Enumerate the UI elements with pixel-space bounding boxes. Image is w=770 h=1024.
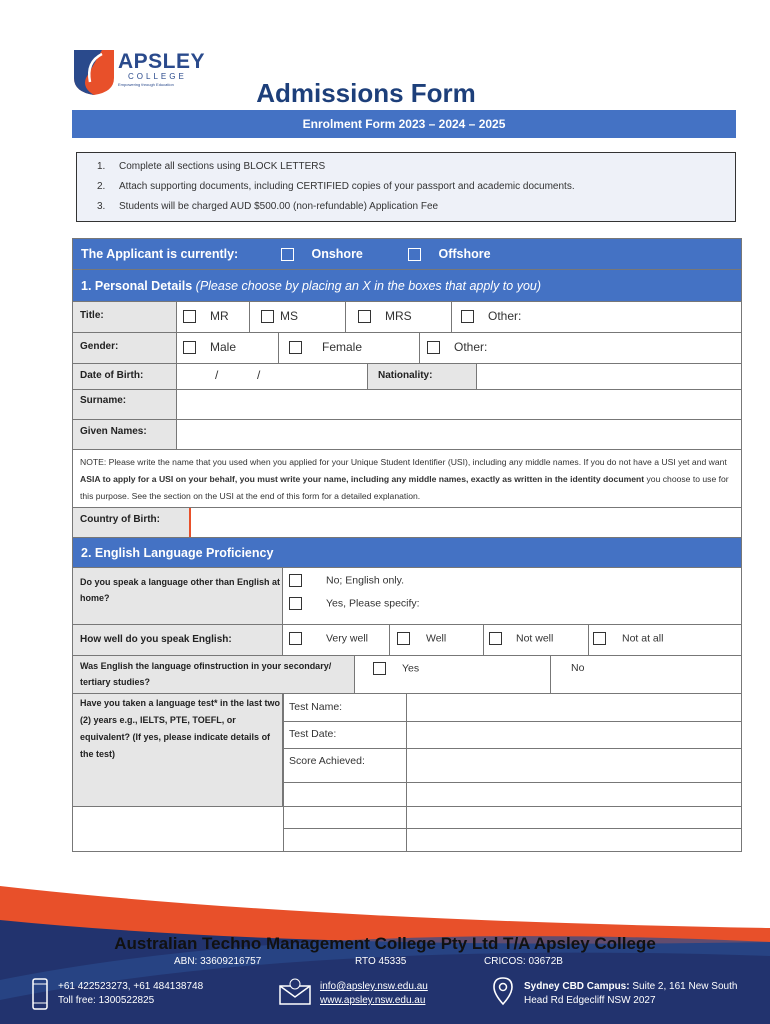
not-at-all-checkbox[interactable] xyxy=(593,632,606,645)
admissions-form xyxy=(72,238,742,852)
instruction-yes-checkbox[interactable] xyxy=(373,662,386,675)
other-language-label: Do you speak a language other than English at home? xyxy=(73,568,283,624)
country-of-birth-label: Country of Birth: xyxy=(73,508,191,537)
other-language-row xyxy=(72,568,742,625)
campus-address-line2: Head Rd Edgecliff NSW 2027 xyxy=(524,995,656,1006)
specify-language-checkbox[interactable] xyxy=(289,597,302,610)
gender-female-checkbox[interactable] xyxy=(289,341,302,354)
instruction-item: 3. Students will be charged AUD $500.00 (non-refundable) Application Fee xyxy=(97,201,439,212)
gender-label: Gender: xyxy=(73,333,177,363)
gender-option-other[interactable]: Other: xyxy=(427,340,487,354)
toll-free-number: Toll free: 1300522825 xyxy=(58,995,155,1006)
campus-address-line1: Suite 2, 161 New South xyxy=(632,981,738,992)
phone-icon xyxy=(32,978,48,1010)
nationality-label: Nationality: xyxy=(367,364,477,389)
instruction-item: 1. Complete all sections using BLOCK LETTERS xyxy=(97,161,326,172)
how-well-not-at-all[interactable]: Not at all xyxy=(593,632,663,645)
test-score-label: Score Achieved: xyxy=(289,755,365,767)
given-names-label: Given Names: xyxy=(73,420,177,449)
title-row xyxy=(72,302,742,333)
personal-details-heading: 1. Personal Details (Please choose by placing an X in the boxes that apply to you) xyxy=(72,270,742,302)
country-of-birth-input[interactable] xyxy=(191,508,741,537)
nationality-input[interactable] xyxy=(477,364,741,389)
surname-input[interactable] xyxy=(177,390,741,419)
other-language-no-option[interactable]: No; English only. xyxy=(289,574,404,587)
title-mr-checkbox[interactable] xyxy=(183,310,196,323)
title-option-mrs[interactable]: MRS xyxy=(358,309,412,323)
gender-other-checkbox[interactable] xyxy=(427,341,440,354)
title-other-checkbox[interactable] xyxy=(461,310,474,323)
surname-label: Surname: xyxy=(73,390,177,419)
title-ms-checkbox[interactable] xyxy=(261,310,274,323)
title-mrs-checkbox[interactable] xyxy=(358,310,371,323)
website-link[interactable]: www.apsley.nsw.edu.au xyxy=(320,995,426,1006)
given-names-input[interactable] xyxy=(177,420,741,449)
test-name-label: Test Name: xyxy=(289,701,343,713)
dob-input[interactable] xyxy=(177,364,367,389)
test-date-label: Test Date: xyxy=(289,728,337,740)
footer-rto: RTO 45335 xyxy=(355,956,407,967)
page-title: Admissions Form xyxy=(256,78,476,108)
very-well-checkbox[interactable] xyxy=(289,632,302,645)
footer-email-web xyxy=(320,980,428,1008)
dob-row xyxy=(72,364,742,390)
onshore-option[interactable]: Onshore xyxy=(281,247,363,261)
logo-sub: COLLEGE xyxy=(128,72,187,81)
instruction-language-label: Was English the language ofinstruction in your secondary/ tertiary studies? xyxy=(73,656,355,693)
how-well-not-well[interactable]: Not well xyxy=(489,632,553,645)
test-date-input[interactable] xyxy=(407,722,741,748)
not-well-checkbox[interactable] xyxy=(489,632,502,645)
logo-name: APSLEY xyxy=(118,50,206,73)
page-subtitle: Enrolment Form 2023 – 2024 – 2025 xyxy=(72,110,736,138)
country-of-birth-row xyxy=(72,508,742,538)
english-only-checkbox[interactable] xyxy=(289,574,302,587)
gender-row xyxy=(72,333,742,364)
offshore-checkbox[interactable] xyxy=(408,248,421,261)
instruction-no-option[interactable]: No xyxy=(571,662,585,674)
email-icon xyxy=(278,978,312,1006)
title-label: Title: xyxy=(73,302,177,332)
instructions-box xyxy=(76,152,736,222)
footer-cricos: CRICOS: 03672B xyxy=(484,956,563,967)
title-option-other[interactable]: Other: xyxy=(461,309,521,323)
applicant-status-row xyxy=(72,238,742,270)
location-pin-icon xyxy=(492,976,514,1008)
footer-abn: ABN: 33609216757 xyxy=(174,956,262,967)
gender-option-male[interactable]: Male xyxy=(183,340,236,354)
offshore-option[interactable]: Offshore xyxy=(408,247,491,261)
english-proficiency-heading: 2. English Language Proficiency xyxy=(72,538,742,568)
other-language-yes-option[interactable]: Yes, Please specify: xyxy=(289,597,420,610)
language-test-label: Have you taken a language test* in the last two (2) years e.g., IELTS, PTE, TOEFL, or equivalent? (If yes, please indicate details of the test) xyxy=(73,694,283,806)
instruction-language-row xyxy=(72,656,742,694)
usi-note: NOTE: Please write the name that you used when you applied for your Unique Student Identifier (USI), including any middle names. If you do not have a USI yet and want ASIA to apply for a USI on your behalf, you must write your name, including any middle names, exactly as written in the identity document you choose to use for this purpose. See the section on the USI at the end of this form for a detailed explanation. xyxy=(72,450,742,508)
instruction-yes-option[interactable]: Yes xyxy=(373,662,419,675)
email-link[interactable]: info@apsley.nsw.edu.au xyxy=(320,981,428,992)
how-well-well[interactable]: Well xyxy=(397,632,446,645)
dob-day-month-sep: / xyxy=(215,368,219,382)
footer-campus xyxy=(524,980,737,1008)
test-score-input[interactable] xyxy=(407,749,741,782)
well-checkbox[interactable] xyxy=(397,632,410,645)
language-test-row xyxy=(72,694,742,852)
given-names-row xyxy=(72,420,742,450)
phone-numbers: +61 422523273, +61 484138748 xyxy=(58,981,204,992)
campus-label: Sydney CBD Campus: xyxy=(524,981,630,992)
title-option-ms[interactable]: MS xyxy=(261,309,298,323)
applicant-status-label: The Applicant is currently: xyxy=(81,247,239,261)
footer-phones xyxy=(58,980,203,1008)
logo-tagline: Empowering through Education xyxy=(118,82,174,87)
gender-option-female[interactable]: Female xyxy=(289,340,362,354)
gender-male-checkbox[interactable] xyxy=(183,341,196,354)
how-well-label: How well do you speak English: xyxy=(73,625,283,655)
test-name-input[interactable] xyxy=(407,694,741,721)
onshore-checkbox[interactable] xyxy=(281,248,294,261)
dob-label: Date of Birth: xyxy=(73,364,177,389)
title-option-mr[interactable]: MR xyxy=(183,309,229,323)
dob-month-year-sep: / xyxy=(257,368,261,382)
how-well-row xyxy=(72,625,742,656)
surname-row xyxy=(72,390,742,420)
instruction-item: 2. Attach supporting documents, including CERTIFIED copies of your passport and academic documents. xyxy=(97,181,575,192)
how-well-very-well[interactable]: Very well xyxy=(289,632,368,645)
footer-company-name: Australian Techno Management College Pty Ltd T/A Apsley College xyxy=(114,934,656,953)
